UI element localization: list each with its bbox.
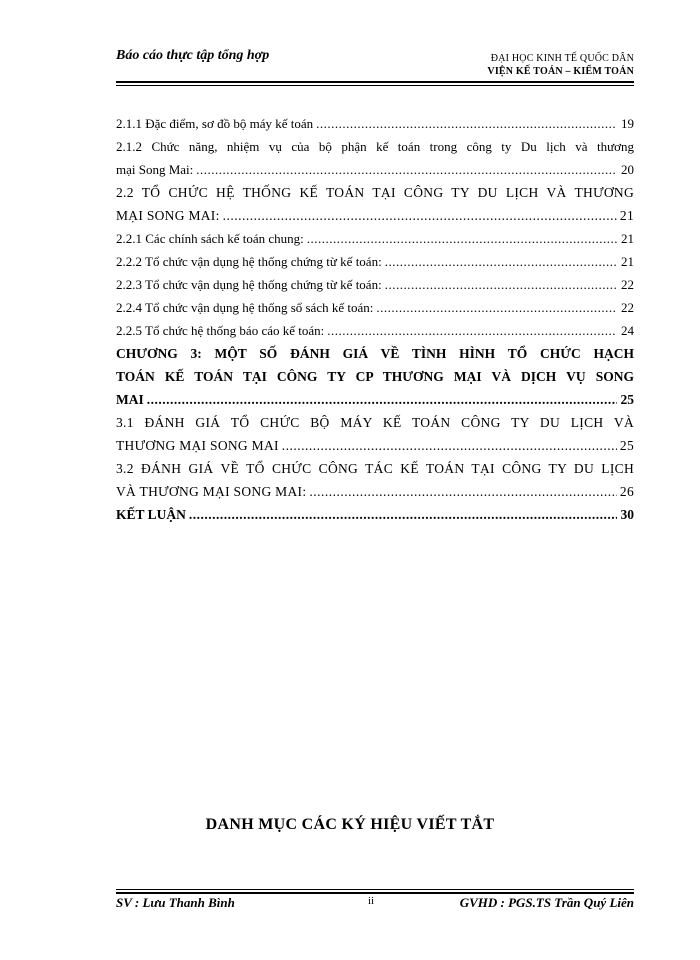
toc-page-number: 25 [619, 438, 634, 453]
toc-entry-text: MẠI SONG MAI: [116, 208, 220, 223]
toc-page-number: 21 [621, 231, 634, 246]
toc-entry-text: MAI [116, 392, 144, 407]
page-footer [116, 895, 634, 915]
toc-entry-text: 2.2.1 Các chính sách kế toán chung: [116, 231, 304, 246]
toc-entry-2-1-1[interactable] [116, 112, 634, 135]
toc-entry-2-2-5[interactable] [116, 319, 634, 342]
supervisor-name: GVHD : PGS.TS Trần Quý Liên [459, 895, 634, 910]
toc-page-number: 22 [621, 277, 634, 292]
toc-entry-2-1-2[interactable] [116, 135, 634, 181]
toc-entry-text: 3.1 ĐÁNH GIÁ TỔ CHỨC BỘ MÁY KẾ TOÁN CÔNG TY DU LỊCH VÀ [116, 415, 634, 430]
toc-page-number: 22 [621, 300, 634, 315]
toc-entry-text: VÀ THƯƠNG MẠI SONG MAI: [116, 484, 307, 499]
institute-name: VIỆN KẾ TOÁN – KIỂM TOÁN [487, 66, 634, 77]
institution [487, 52, 634, 78]
toc-page-number: 21 [619, 208, 634, 223]
toc-entry-text: 2.2 TỔ CHỨC HỆ THỐNG KẾ TOÁN TẠI CÔNG TY DU LỊCH VÀ THƯƠNG [116, 185, 634, 200]
dot-leader [223, 204, 617, 227]
toc-entry-chapter-3[interactable] [116, 342, 634, 411]
footer-rule-thin [116, 889, 634, 890]
toc-entry-3-1[interactable] [116, 411, 634, 457]
toc-entry-text: THƯƠNG MẠI SONG MAI [116, 438, 279, 453]
toc-entry-text: CHƯƠNG 3: MỘT SỐ ĐÁNH GIÁ VỀ TÌNH HÌNH TỔ CHỨC HẠCH [116, 346, 634, 361]
dot-leader [147, 388, 617, 411]
toc-entry-text: 2.1.2 Chức năng, nhiệm vụ của bộ phận kế toán trong công ty Du lịch và thương [116, 139, 634, 154]
page-header [116, 44, 634, 80]
toc-page-number: 26 [619, 484, 634, 499]
toc-entry-2-2-3[interactable] [116, 273, 634, 296]
toc-entry-2-2-1[interactable] [116, 227, 634, 250]
dot-leader [385, 273, 617, 296]
page-number: ii [368, 895, 375, 907]
dot-leader [376, 296, 617, 319]
dot-leader [282, 434, 617, 457]
toc-page-number: 20 [621, 162, 634, 177]
toc-entry-text: TOÁN KẾ TOÁN TẠI CÔNG TY CP THƯƠNG MẠI VÀ DỊCH VỤ SONG [116, 369, 634, 384]
toc-entry-text: 2.2.2 Tổ chức vận dụng hệ thống chứng từ kế toán: [116, 254, 382, 269]
header-rule-thin [116, 85, 634, 86]
university-name: ĐẠI HỌC KINH TẾ QUỐC DÂN [490, 53, 634, 64]
student-name: SV : Lưu Thanh Bình [116, 895, 235, 910]
toc-entry-3-2[interactable] [116, 457, 634, 503]
toc-page-number: 19 [621, 116, 634, 131]
dot-leader [327, 319, 617, 342]
dot-leader [196, 158, 617, 181]
toc-page-number: 21 [621, 254, 634, 269]
footer-rule-thick [116, 892, 634, 894]
dot-leader [309, 480, 617, 503]
toc-entry-conclusion[interactable] [116, 503, 634, 526]
toc-page-number: 30 [620, 507, 634, 522]
abbreviations-heading: DANH MỤC CÁC KÝ HIỆU VIẾT TẮT [205, 816, 495, 833]
table-of-contents [116, 112, 634, 526]
toc-entry-text: KẾT LUẬN [116, 507, 186, 522]
toc-page-number: 24 [621, 323, 634, 338]
header-rule-thick [116, 81, 634, 83]
toc-entry-text: 2.1.1 Đặc điểm, sơ đồ bộ máy kế toán [116, 116, 314, 131]
toc-entry-text: 3.2 ĐÁNH GIÁ VỀ TỔ CHỨC CÔNG TÁC KẾ TOÁN TẠI CÔNG TY DU LỊCH [116, 461, 634, 476]
dot-leader [189, 503, 617, 526]
toc-entry-text: 2.2.4 Tổ chức vận dụng hệ thống sổ sách kế toán: [116, 300, 374, 315]
dot-leader [307, 227, 617, 250]
dot-leader [385, 250, 617, 273]
toc-page-number: 25 [620, 392, 634, 407]
toc-entry-2-2[interactable] [116, 181, 634, 227]
toc-entry-2-2-4[interactable] [116, 296, 634, 319]
dot-leader [316, 112, 617, 135]
toc-entry-text: mại Song Mai: [116, 162, 194, 177]
report-title: Báo cáo thực tập tổng hợp [116, 48, 270, 63]
toc-entry-2-2-2[interactable] [116, 250, 634, 273]
toc-entry-text: 2.2.3 Tổ chức vận dụng hệ thống chứng từ kế toán: [116, 277, 382, 292]
toc-entry-text: 2.2.5 Tổ chức hệ thống báo cáo kế toán: [116, 323, 325, 338]
